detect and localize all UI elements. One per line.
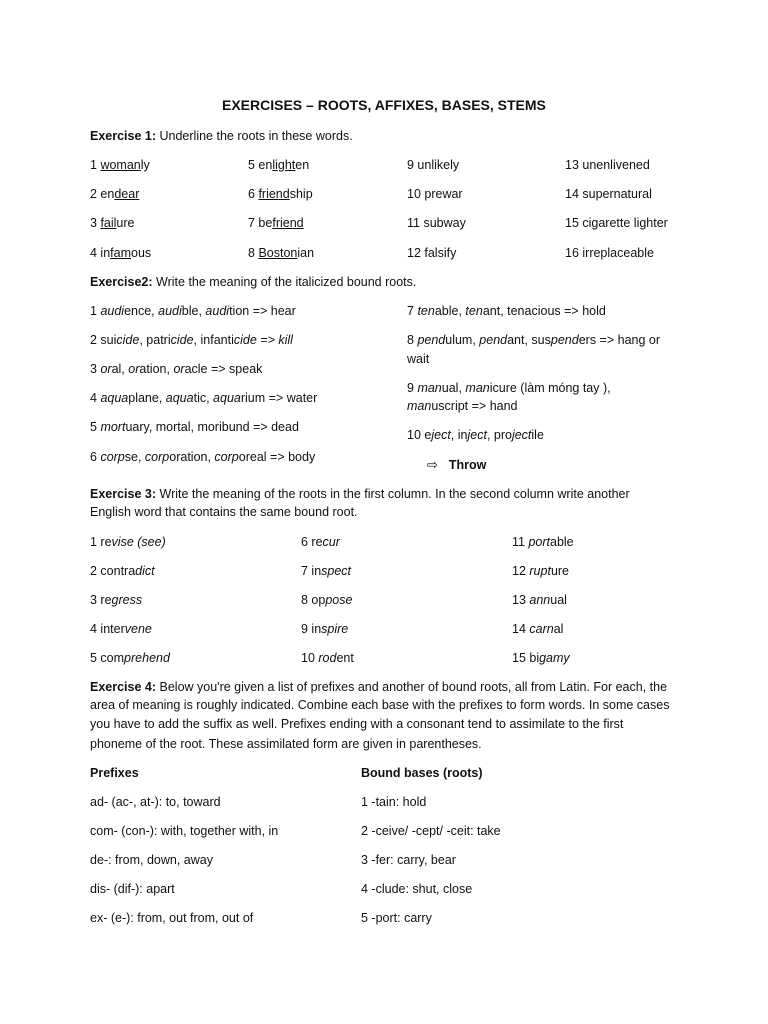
exercise-2-label: Exercise2:: [90, 275, 153, 289]
prefix-item: ex- (e-): from, out from, out of: [90, 911, 254, 925]
ex1-item: [565, 215, 668, 231]
text-segment: 5 en: [248, 158, 273, 172]
italic-root: audi: [100, 304, 125, 318]
italic-root: cide: [116, 333, 140, 347]
throw-answer: [427, 457, 486, 473]
exercise-3-label: Exercise 3:: [90, 487, 157, 501]
text-segment: 3: [90, 362, 101, 376]
underlined-root: Boston: [258, 246, 298, 260]
text-segment: 11: [512, 535, 529, 549]
underlined-root: friend: [258, 187, 290, 201]
text-segment: tic,: [193, 391, 214, 405]
italic-root: aqua: [213, 391, 241, 405]
text-segment: ile: [531, 428, 544, 442]
bases-header: Bound bases (roots): [361, 766, 483, 780]
text-segment: ual: [550, 593, 567, 607]
italic-root: pend: [479, 333, 508, 347]
text-segment: tion => hear: [229, 304, 296, 318]
ex2-left-item: [90, 332, 293, 348]
prefix-item: de-: from, down, away: [90, 853, 213, 867]
italic-root: corp: [144, 450, 170, 464]
text-segment: ant, tenacious => hold: [482, 304, 606, 318]
ex3-item: [301, 534, 340, 550]
text-segment: 6 re: [301, 535, 323, 549]
ex1-item: [407, 157, 459, 173]
prefix-item: dis- (dif-): apart: [90, 882, 175, 896]
underlined-root: light: [272, 158, 296, 172]
text-segment: , pro: [486, 428, 512, 442]
underlined-root: dear: [114, 187, 140, 201]
text-segment: 9: [407, 381, 418, 395]
ex1-item: [565, 157, 650, 173]
throw-label: Throw: [448, 458, 487, 472]
text-segment: 13 unenlivened: [565, 158, 650, 172]
italic-root: ject: [511, 428, 532, 442]
ex3-item: [301, 650, 354, 666]
text-segment: 2 en: [90, 187, 115, 201]
text-segment: 5: [90, 420, 101, 434]
italic-root: man: [417, 381, 442, 395]
ex2-right-item: [407, 351, 429, 367]
ex2-left-item: [90, 361, 262, 377]
text-segment: able: [550, 535, 574, 549]
italic-root: vene: [124, 622, 152, 636]
text-segment: 10: [301, 651, 319, 665]
text-segment: ian: [297, 246, 315, 260]
text-segment: 9 in: [301, 622, 322, 636]
text-segment: 8: [248, 246, 259, 260]
ex1-item: [565, 186, 652, 202]
ex2-left-item: [90, 419, 299, 435]
text-segment: ers => hang or: [578, 333, 661, 347]
ex1-item: [565, 245, 654, 261]
text-segment: ulum,: [445, 333, 480, 347]
text-segment: 14 supernatural: [565, 187, 652, 201]
italic-root: corp: [100, 450, 125, 464]
text-segment: 6: [90, 450, 101, 464]
italic-root: spect: [321, 564, 352, 578]
text-segment: ent: [336, 651, 354, 665]
ex3-item: [90, 534, 166, 550]
text-segment: acle => speak: [184, 362, 263, 376]
italic-root: ann: [529, 593, 551, 607]
ex1-item: [90, 157, 150, 173]
text-segment: , infanti: [193, 333, 234, 347]
italic-root: mort: [100, 420, 126, 434]
ex3-item: [90, 621, 152, 637]
text-segment: 3 re: [90, 593, 112, 607]
ex3-item: [512, 563, 569, 579]
prefixes-header: Prefixes: [90, 766, 139, 780]
exercise-1-instruction: Underline the roots in these words.: [156, 129, 353, 143]
exercise-3-instruction-cont: English word that contains the same bound root.: [90, 505, 358, 519]
exercise-3-instruction: Write the meaning of the roots in the first column. In the second column write another: [156, 487, 630, 501]
text-segment: 1: [90, 304, 101, 318]
italic-root: carn: [529, 622, 554, 636]
italic-root: dict: [135, 564, 155, 578]
text-segment: able,: [434, 304, 466, 318]
italic-root: cide: [170, 333, 194, 347]
text-segment: uscript => hand: [431, 399, 518, 413]
ex1-item: [90, 186, 139, 202]
exercise-4-label: Exercise 4:: [90, 680, 157, 694]
ex2-left-item: [90, 449, 315, 465]
italic-root: ject: [431, 428, 451, 442]
ex2-right-item: [407, 427, 544, 443]
italic-root: cur: [322, 535, 340, 549]
italic-root: aqua: [100, 391, 129, 405]
ex3-item: [90, 650, 170, 666]
italic-root: man: [407, 399, 432, 413]
text-segment: ble,: [181, 304, 206, 318]
text-segment: 4: [90, 391, 101, 405]
exercise-4-instruction: Below you're given a list of prefixes and another of bound roots, all from Latin. For each, the: [156, 680, 668, 694]
text-segment: ship: [289, 187, 313, 201]
text-segment: plane,: [128, 391, 166, 405]
underlined-root: friend: [272, 216, 304, 230]
text-segment: 12 falsify: [407, 246, 457, 260]
italic-root: or: [173, 362, 185, 376]
ex2-right-item: [407, 332, 660, 348]
underlined-root: fail: [100, 216, 117, 230]
text-segment: 6: [248, 187, 259, 201]
text-segment: uary, mortal, moribund => dead: [125, 420, 299, 434]
text-segment: 7: [407, 304, 418, 318]
text-segment: ure: [116, 216, 135, 230]
italic-root: prehend: [124, 651, 170, 665]
base-item: 1 -tain: hold: [361, 795, 427, 809]
text-segment: ure: [550, 564, 570, 578]
italic-root: man: [465, 381, 490, 395]
ex2-left-item: [90, 303, 296, 319]
text-segment: ant, sus: [507, 333, 551, 347]
page-title: EXERCISES – ROOTS, AFFIXES, BASES, STEMS: [222, 97, 546, 113]
text-segment: , in: [450, 428, 468, 442]
italic-root: audi: [158, 304, 182, 318]
text-segment: ence,: [124, 304, 159, 318]
ex3-item: [90, 563, 155, 579]
text-segment: 1 re: [90, 535, 112, 549]
ex3-item: [512, 621, 563, 637]
ex1-item: [407, 245, 456, 261]
text-segment: 10 prewar: [407, 187, 463, 201]
text-segment: 3: [90, 216, 101, 230]
ex2-right-item: [407, 303, 606, 319]
ex2-left-item: [90, 390, 317, 406]
italic-root: or: [100, 362, 112, 376]
text-segment: oration,: [169, 450, 215, 464]
text-segment: 7 be: [248, 216, 273, 230]
text-segment: al,: [111, 362, 129, 376]
base-item: 4 -clude: shut, close: [361, 882, 473, 896]
text-segment: 11 subway: [407, 216, 466, 230]
text-segment: 7 in: [301, 564, 322, 578]
italic-root: ten: [417, 304, 435, 318]
ex1-item: [90, 215, 135, 231]
base-item: 3 -fer: carry, bear: [361, 853, 456, 867]
text-segment: 15 bi: [512, 651, 540, 665]
italic-root: rupt: [529, 564, 551, 578]
ex3-item: [301, 621, 348, 637]
text-segment: ation,: [139, 362, 174, 376]
italic-root: pend: [417, 333, 446, 347]
prefix-item: ad- (ac-, at-): to, toward: [90, 795, 221, 809]
italic-root: spire: [321, 622, 349, 636]
italic-root: gamy: [539, 651, 570, 665]
ex3-item: [301, 592, 352, 608]
italic-root: ject: [467, 428, 487, 442]
text-segment: 1: [90, 158, 101, 172]
text-segment: 13: [512, 593, 530, 607]
text-segment: 8 op: [301, 593, 326, 607]
italic-root: corp: [214, 450, 239, 464]
text-segment: ual,: [441, 381, 466, 395]
underlined-root: fam: [110, 246, 131, 260]
text-segment: 4 inter: [90, 622, 125, 636]
text-segment: al: [553, 622, 564, 636]
text-segment: ous: [131, 246, 152, 260]
text-segment: wait: [407, 352, 430, 366]
text-segment: oreal => body: [238, 450, 316, 464]
text-segment: 12: [512, 564, 530, 578]
text-segment: 2 sui: [90, 333, 117, 347]
text-segment: se,: [124, 450, 145, 464]
italic-root: pend: [550, 333, 579, 347]
exercise-3-heading: [90, 486, 630, 502]
exercise-4-instruction-cont: you have to add the suffix as well. Prefixes ending with a consonant tend to assimilate to the first: [90, 717, 624, 731]
prefix-item: com- (con-): with, together with, in: [90, 824, 279, 838]
text-segment: 8: [407, 333, 418, 347]
exercise-4-heading: [90, 679, 667, 695]
text-segment: 16 irreplaceable: [565, 246, 654, 260]
italic-root: cide => kill: [233, 333, 293, 347]
base-item: 2 -ceive/ -cept/ -ceit: take: [361, 824, 501, 838]
text-segment: , patri: [139, 333, 171, 347]
ex1-item: [248, 157, 309, 173]
exercise-1-label: Exercise 1:: [90, 129, 157, 143]
ex1-item: [248, 215, 304, 231]
text-segment: 9 unlikely: [407, 158, 460, 172]
ex1-item: [248, 186, 313, 202]
exercise-2-instruction: Write the meaning of the italicized bound roots.: [152, 275, 417, 289]
text-segment: 10 e: [407, 428, 432, 442]
underlined-root: woman: [100, 158, 141, 172]
italic-root: pose: [325, 593, 353, 607]
text-segment: 2 contra: [90, 564, 136, 578]
ex1-item: [407, 186, 463, 202]
ex3-item: [512, 592, 567, 608]
ex3-item: [301, 563, 351, 579]
italic-root: rod: [318, 651, 337, 665]
text-segment: 14: [512, 622, 530, 636]
ex1-item: [407, 215, 466, 231]
ex3-item: [90, 592, 142, 608]
italic-root: ten: [465, 304, 483, 318]
ex1-item: [248, 245, 314, 261]
text-segment: en: [295, 158, 310, 172]
italic-root: or: [128, 362, 140, 376]
text-segment: icure (làm móng tay ),: [489, 381, 611, 395]
exercise-2-heading: [90, 274, 416, 290]
italic-root: aqua: [165, 391, 194, 405]
italic-root: gress: [111, 593, 143, 607]
text-segment: 15 cigarette lighter: [565, 216, 668, 230]
text-segment: ly: [140, 158, 150, 172]
ex3-item: [512, 534, 574, 550]
ex3-item: [512, 650, 570, 666]
exercise-4-instruction-cont: phoneme of the root. These assimilated form are given in parentheses.: [90, 737, 482, 751]
right-arrow-icon: ⇨: [427, 457, 438, 472]
ex2-right-item: [407, 398, 518, 414]
text-segment: 4 in: [90, 246, 111, 260]
ex1-item: [90, 245, 151, 261]
exercise-4-instruction-cont: area of meaning is roughly indicated. Combine each base with the prefixes to form words. In some cases: [90, 698, 670, 712]
text-segment: 5 com: [90, 651, 125, 665]
italic-root: port: [528, 535, 550, 549]
exercise-1-heading: [90, 128, 353, 144]
italic-root: audi: [205, 304, 230, 318]
ex2-right-item: [407, 380, 611, 396]
base-item: 5 -port: carry: [361, 911, 432, 925]
italic-root: vise (see): [111, 535, 166, 549]
text-segment: rium => water: [240, 391, 318, 405]
